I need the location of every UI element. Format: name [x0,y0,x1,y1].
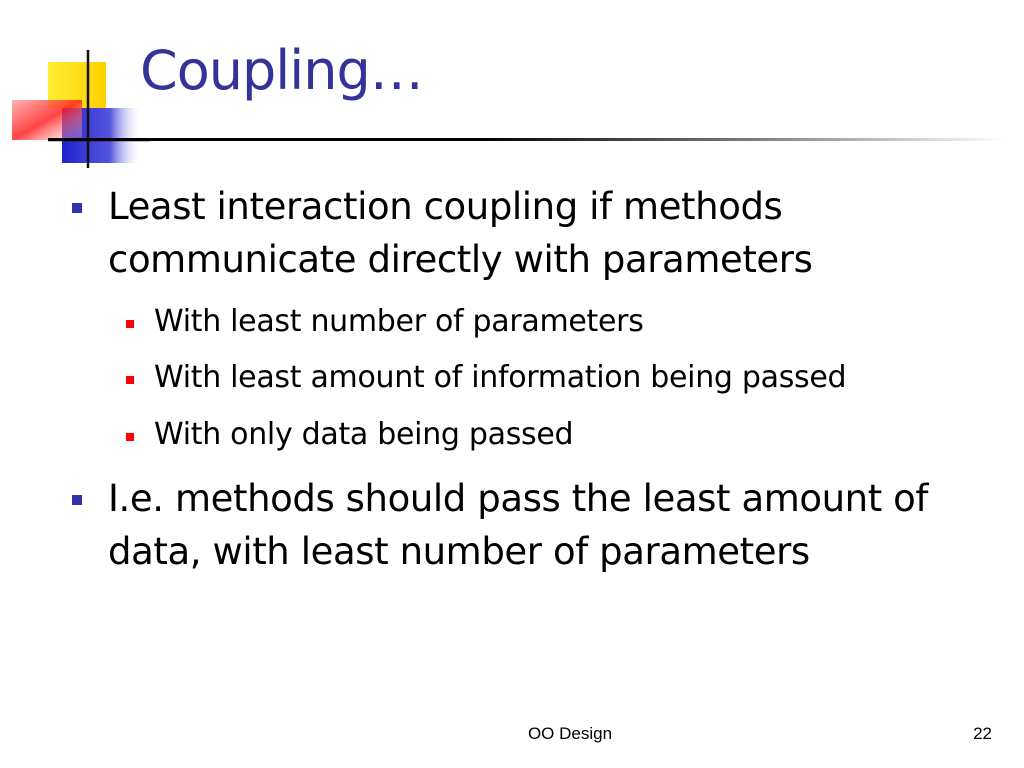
footer-title: OO Design [527,724,613,743]
bullet-text: Least interaction coupling if methods communicate directly with parameters [108,185,813,281]
bullet-level2 [154,358,846,398]
square-bullet-icon [126,433,134,441]
square-bullet-icon [126,376,134,384]
slide-title: Coupling… [140,39,423,102]
bullet-level2 [154,415,573,455]
title-underline [48,138,1008,141]
bullet-level1 [108,472,1008,578]
square-bullet-icon [126,320,134,328]
bullet-text: With only data being passed [154,417,574,452]
slide-logo-graphic [0,0,150,170]
square-bullet-icon [72,495,82,505]
logo-red-square [12,100,82,140]
square-bullet-icon [72,203,82,213]
bullet-text: With least amount of information being passed [154,360,847,395]
bullet-level2 [154,302,644,342]
bullet-text: I.e. methods should pass the least amount of data, with least number of parameters [108,477,929,573]
bullet-level1 [108,180,1008,286]
slide-number: 22 [973,724,992,743]
bullet-text: With least number of parameters [154,304,644,339]
